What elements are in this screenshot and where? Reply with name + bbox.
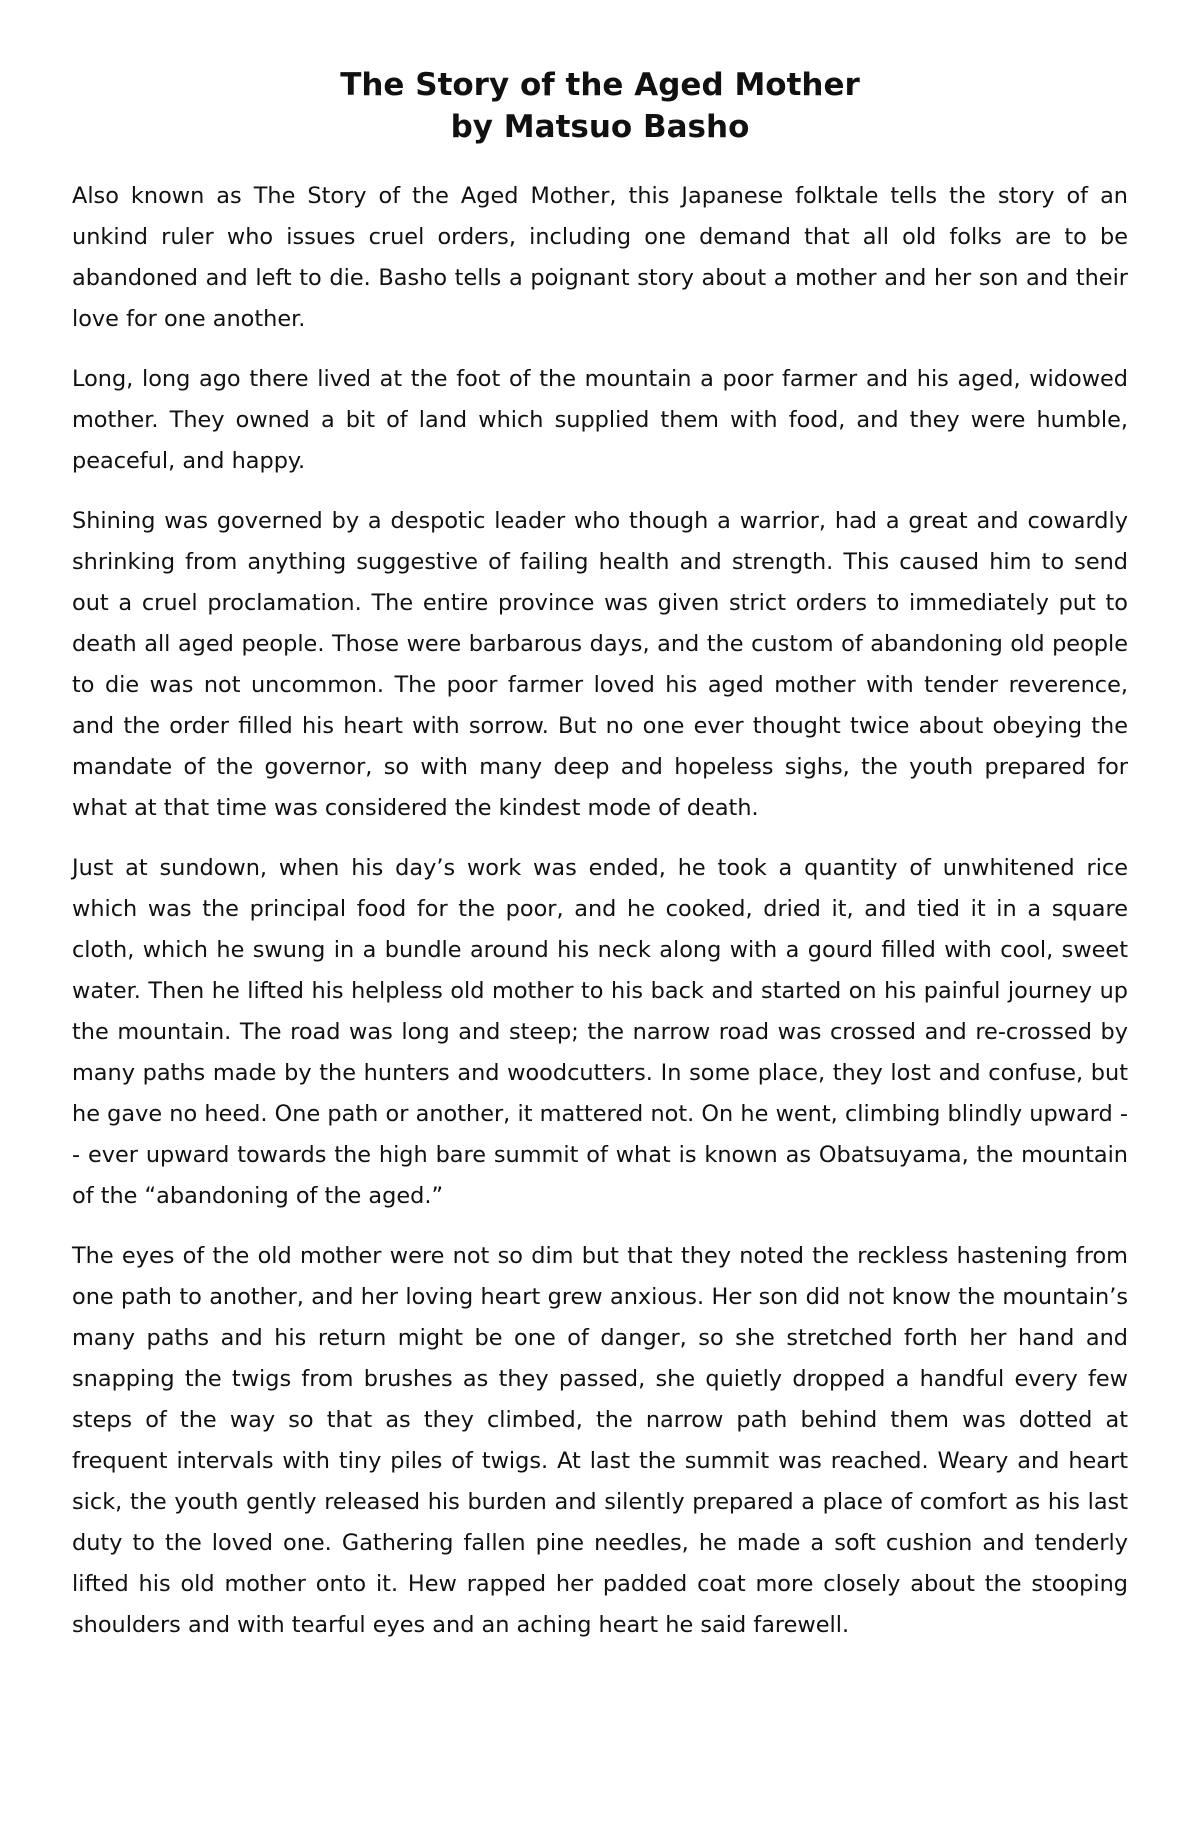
title-line-story: The Story of the Aged Mother	[340, 67, 860, 103]
title-line-author: by Matsuo Basho	[450, 109, 750, 145]
paragraph-proclamation: Shining was governed by a despotic leader who though a warrior, had a great and cowardly shrinking from anything suggestive of failing health and strength. This caused him to send out a cruel proclamation. The entire province was given strict orders to immediately put to death all aged people. Those were barbarous days, and the custom of abandoning old people to die was not uncommon. The poor farmer loved his aged mother with tender reverence, and the order filled his heart with sorrow. But no one ever thought twice about obeying the mandate of the governor, so with many deep and hopeless sighs, the youth prepared for what at that time was considered the kindest mode of death.	[72, 508, 1128, 821]
document-title	[72, 64, 1128, 148]
document-page	[72, 64, 1128, 1665]
paragraph-intro: Also known as The Story of the Aged Mother, this Japanese folktale tells the story of an unkind ruler who issues cruel orders, including one demand that all old folks are to be abandoned and left to die. Basho tells a poignant story about a mother and her son and their love for one another.	[72, 183, 1128, 332]
paragraph-journey: Just at sundown, when his day’s work was ended, he took a quantity of unwhitened rice which was the principal food for the poor, and he cooked, dried it, and tied it in a square cloth, which he swung in a bundle around his neck along with a gourd filled with cool, sweet water. Then he lifted his helpless old mother to his back and started on his painful journey up the mountain. The road was long and steep; the narrow road was crossed and re-crossed by many paths made by the hunters and woodcutters. In some place, they lost and confuse, but he gave no heed. One path or another, it mattered not. On he went, climbing blindly upward -- ever upward towards the high bare summit of what is known as Obatsuyama, the mountain of the “abandoning of the aged.”	[72, 855, 1128, 1209]
paragraph-summit: The eyes of the old mother were not so dim but that they noted the reckless hastening from one path to another, and her loving heart grew anxious. Her son did not know the mountain’s many paths and his return might be one of danger, so she stretched forth her hand and snapping the twigs from brushes as they passed, she quietly dropped a handful every few steps of the way so that as they climbed, the narrow path behind them was dotted at frequent intervals with tiny piles of twigs. At last the summit was reached. Weary and heart sick, the youth gently released his burden and silently prepared a place of comfort as his last duty to the loved one. Gathering fallen pine needles, he made a soft cushion and tenderly lifted his old mother onto it. Hew rapped her padded coat more closely about the stooping shoulders and with tearful eyes and an aching heart he said farewell.	[72, 1243, 1128, 1638]
document-body	[72, 176, 1128, 1646]
paragraph-farmer: Long, long ago there lived at the foot of the mountain a poor farmer and his aged, widowed mother. They owned a bit of land which supplied them with food, and they were humble, peaceful, and happy.	[72, 366, 1128, 474]
